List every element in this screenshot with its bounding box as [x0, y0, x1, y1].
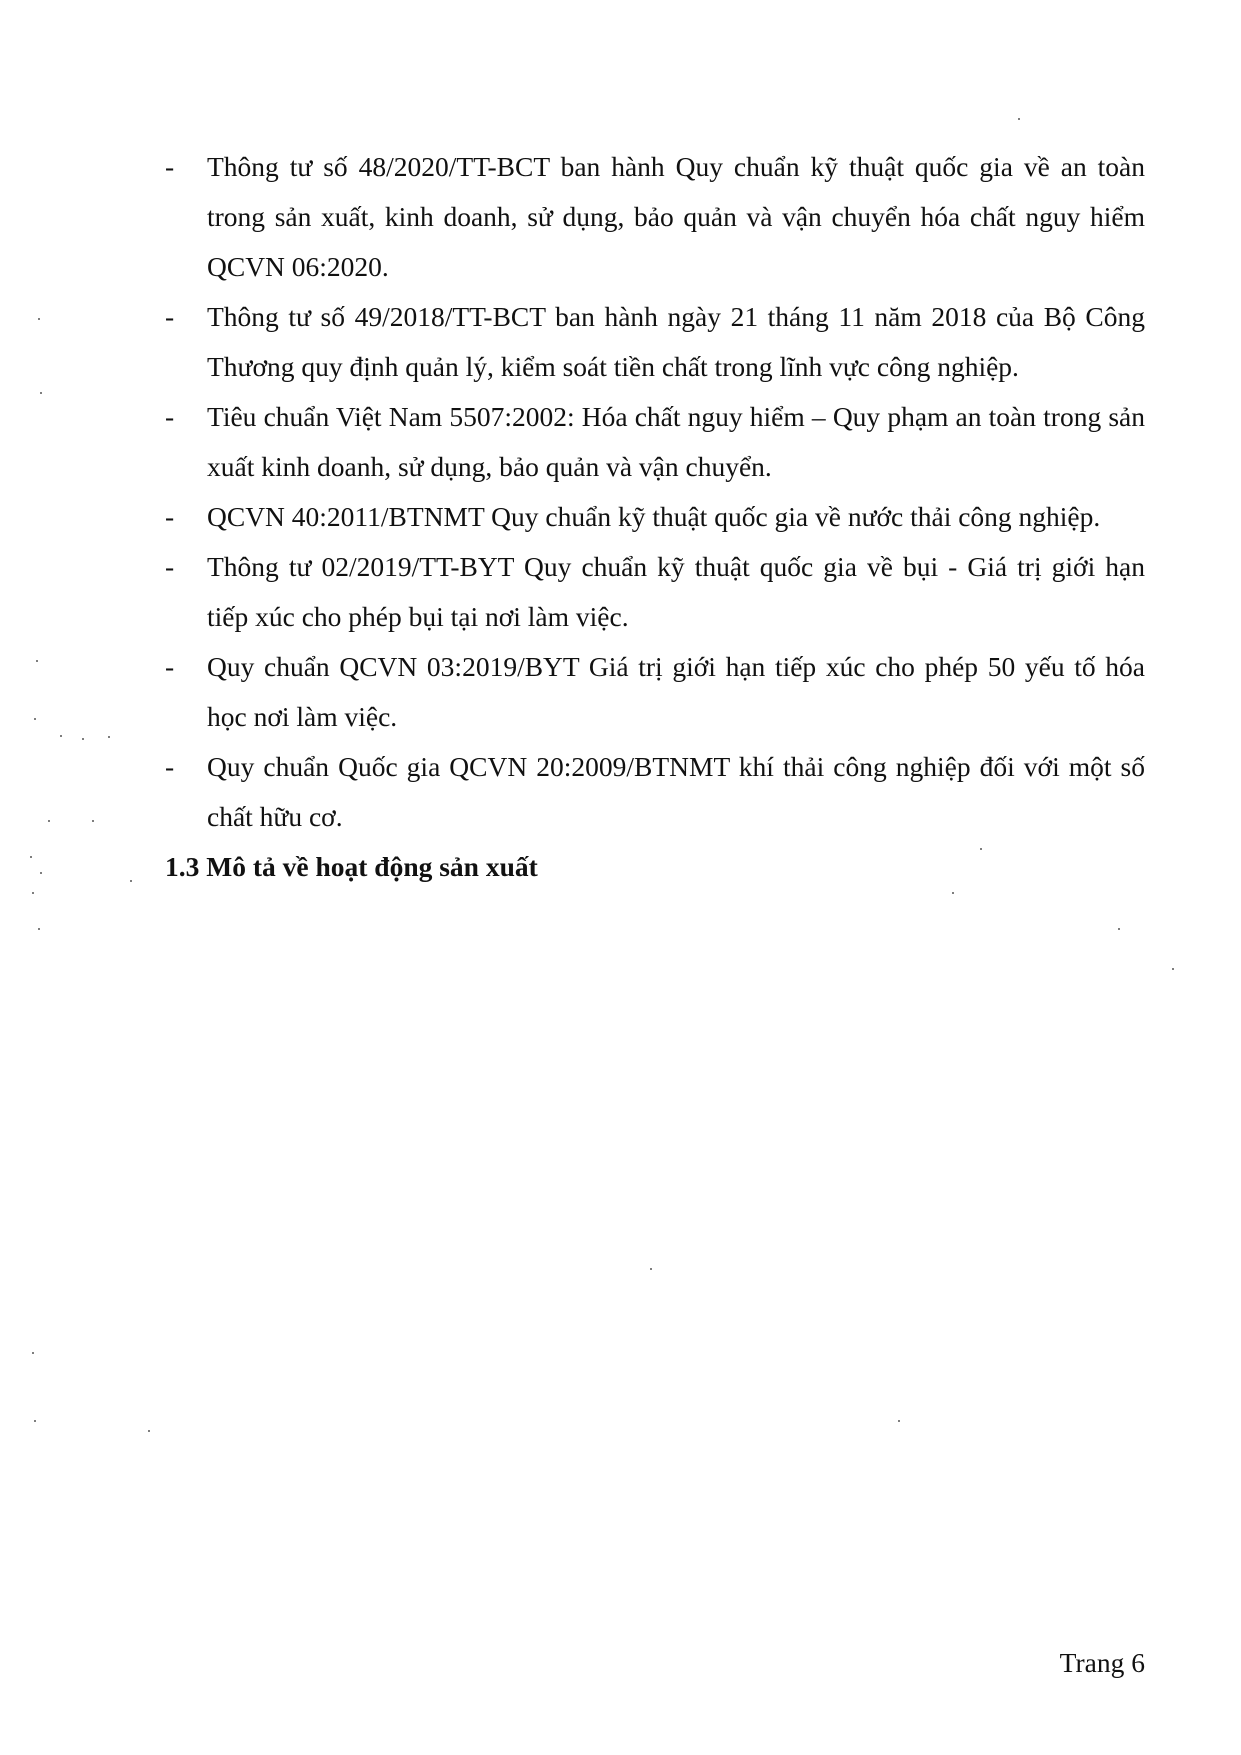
list-item-text: Thông tư số 49/2018/TT-BCT ban hành ngày 21 tháng 11 năm 2018 của Bộ Công Thương quy định quản lý, kiểm soát tiền chất trong lĩnh vực công nghiệp. — [207, 301, 1145, 382]
list-item — [165, 742, 1145, 842]
scan-speck — [34, 1420, 36, 1422]
scan-speck — [38, 318, 40, 320]
list-item — [165, 292, 1145, 392]
scan-speck — [1118, 928, 1120, 930]
scan-speck — [30, 856, 32, 858]
list-item-text: Quy chuẩn Quốc gia QCVN 20:2009/BTNMT khí thải công nghiệp đối với một số chất hữu cơ. — [207, 751, 1145, 832]
page-number: Trang 6 — [1059, 1647, 1145, 1678]
list-item-text: Thông tư số 48/2020/TT-BCT ban hành Quy chuẩn kỹ thuật quốc gia về an toàn trong sản xuất, kinh doanh, sử dụng, bảo quản và vận chuyển hóa chất nguy hiểm QCVN 06:2020. — [207, 151, 1145, 282]
scan-speck — [980, 848, 982, 850]
scan-speck — [898, 1420, 900, 1422]
scan-speck — [1172, 968, 1174, 970]
list-item — [165, 542, 1145, 642]
list-item — [165, 392, 1145, 492]
scan-speck — [34, 718, 36, 720]
bullet-dash: - — [165, 401, 175, 432]
scan-speck — [952, 892, 954, 894]
bullet-dash: - — [165, 301, 175, 332]
scan-speck — [650, 1268, 652, 1270]
bullet-dash: - — [165, 501, 175, 532]
bullet-dash: - — [165, 551, 175, 582]
list-item — [165, 142, 1145, 292]
scan-speck — [32, 892, 34, 894]
bullet-dash: - — [165, 651, 175, 682]
scan-speck — [108, 736, 110, 738]
scan-speck — [48, 820, 50, 822]
scan-speck — [60, 735, 62, 737]
scan-speck — [40, 872, 42, 874]
scan-speck — [40, 392, 42, 394]
bullet-dash: - — [165, 751, 175, 782]
page-content — [165, 142, 1145, 892]
section-heading: 1.3 Mô tả về hoạt động sản xuất — [165, 851, 538, 882]
scan-speck — [92, 820, 94, 822]
scan-speck — [148, 1430, 150, 1432]
scan-speck — [32, 1352, 34, 1354]
list-item — [165, 642, 1145, 742]
scan-speck — [38, 928, 40, 930]
list-item — [165, 492, 1145, 542]
list-item-text: Quy chuẩn QCVN 03:2019/BYT Giá trị giới hạn tiếp xúc cho phép 50 yếu tố hóa học nơi làm việc. — [207, 651, 1145, 732]
bullet-dash: - — [165, 151, 175, 182]
scan-speck — [1018, 118, 1020, 120]
scan-speck — [82, 738, 84, 740]
scan-speck — [36, 660, 38, 662]
scan-speck — [130, 880, 132, 882]
list-item-text: Tiêu chuẩn Việt Nam 5507:2002: Hóa chất nguy hiểm – Quy phạm an toàn trong sản xuất kinh doanh, sử dụng, bảo quản và vận chuyển. — [207, 401, 1145, 482]
list-item-text: Thông tư 02/2019/TT-BYT Quy chuẩn kỹ thuật quốc gia về bụi - Giá trị giới hạn tiếp xúc cho phép bụi tại nơi làm việc. — [207, 551, 1145, 632]
list-item-text: QCVN 40:2011/BTNMT Quy chuẩn kỹ thuật quốc gia về nước thải công nghiệp. — [207, 501, 1101, 532]
